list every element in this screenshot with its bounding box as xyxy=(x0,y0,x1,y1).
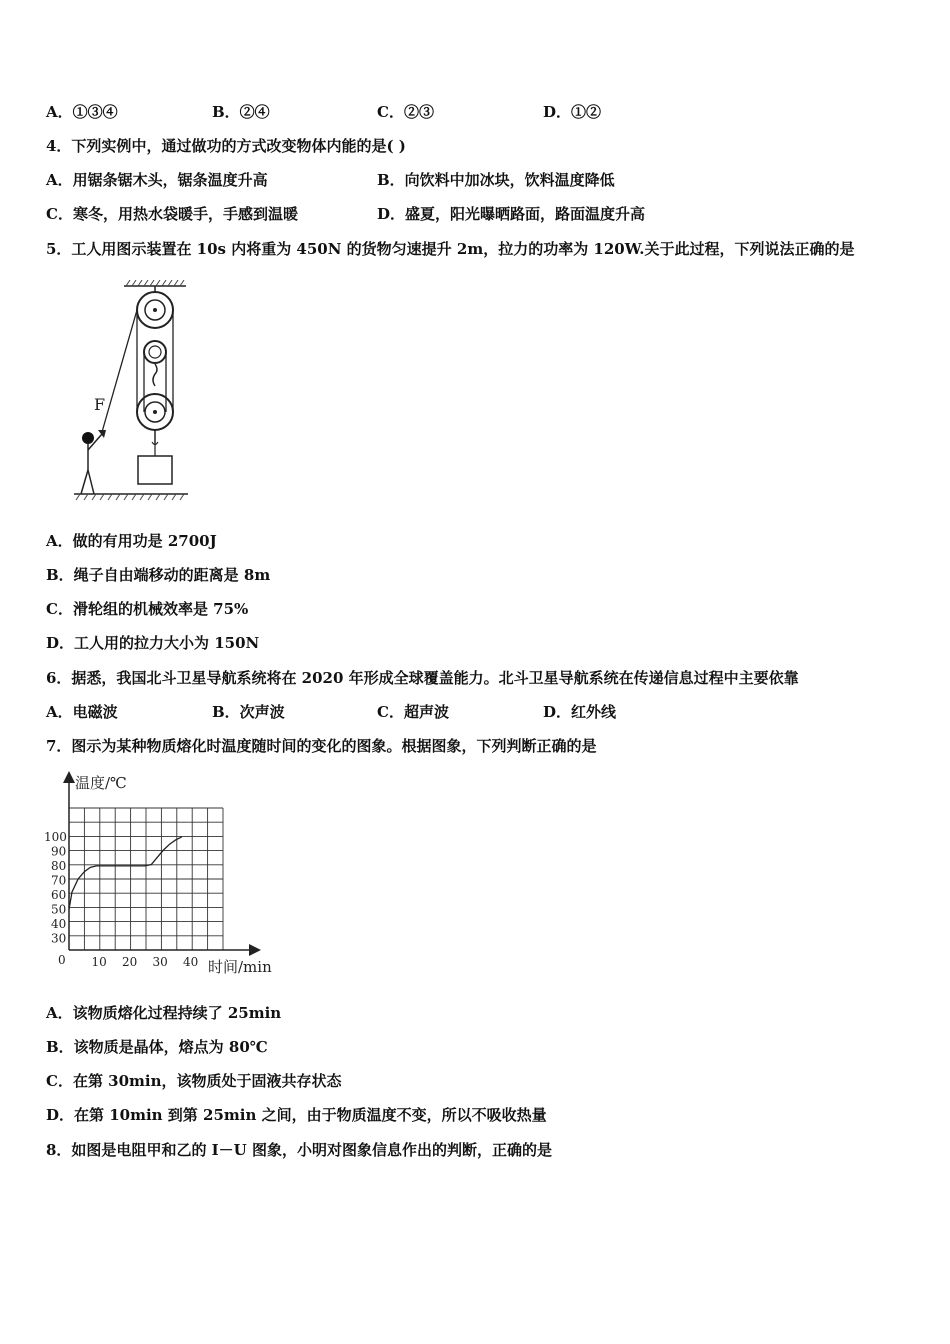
y-axis-label: 温度/℃ xyxy=(75,774,127,792)
q5-option-c: C．滑轮组的机械效率是 75% xyxy=(46,600,249,618)
q7-option-c: C．在第 30min，该物质处于固液共存状态 xyxy=(46,1072,342,1090)
series-curve xyxy=(69,837,182,910)
q3-option-c: C．②③ xyxy=(377,103,434,121)
y-tick-label: 30 xyxy=(51,931,67,946)
y-tick-label: 50 xyxy=(51,902,67,917)
q8-stem: 8．如图是电阻甲和乙的 I－U 图象，小明对图象信息作出的判断，正确的是 xyxy=(46,1141,552,1159)
q4-option-d: D．盛夏，阳光曝晒路面，路面温度升高 xyxy=(377,205,646,223)
q6-option-b: B．次声波 xyxy=(212,703,285,721)
y-tick-label: 40 xyxy=(51,916,67,931)
q7-option-d: D．在第 10min 到第 25min 之间，由于物质温度不变，所以不吸收热量 xyxy=(46,1106,547,1124)
q4-option-a: A．用锯条锯木头，锯条温度升高 xyxy=(46,171,268,189)
q3-option-b: B．②④ xyxy=(212,103,270,121)
q7-option-b: B．该物质是晶体，熔点为 80℃ xyxy=(46,1038,268,1056)
x-tick-label: 30 xyxy=(152,955,168,969)
y-tick-label: 60 xyxy=(51,887,67,902)
worker-head xyxy=(82,432,94,444)
q6-option-c: C．超声波 xyxy=(377,703,449,721)
q6-stem: 6．据悉，我国北斗卫星导航系统将在 2020 年形成全球覆盖能力。北斗卫星导航系统在传递信息过程中主要依靠 xyxy=(46,669,799,687)
q4-option-c: C．寒冬，用热水袋暖手，手感到温暖 xyxy=(46,205,298,223)
q7-option-a: A．该物质熔化过程持续了 25min xyxy=(46,1004,282,1022)
x-axis-label: 时间/min xyxy=(208,958,272,976)
q5-option-b: B．绳子自由端移动的距离是 8m xyxy=(46,566,271,584)
x-tick-label: 10 xyxy=(91,955,107,969)
y-tick-label: 70 xyxy=(51,873,67,888)
x-tick-label: 40 xyxy=(183,955,199,969)
force-label: F xyxy=(94,395,106,414)
cargo-box xyxy=(138,456,172,484)
x-tick-label: 20 xyxy=(122,955,138,969)
q6-option-d: D．红外线 xyxy=(543,703,617,721)
q6-option-a: A．电磁波 xyxy=(46,703,118,721)
q4-option-b: B．向饮料中加冰块，饮料温度降低 xyxy=(377,171,615,189)
pulley-figure xyxy=(68,280,198,510)
chart-grid xyxy=(69,808,223,950)
origin-label: 0 xyxy=(58,953,66,967)
q3-option-d: D．①② xyxy=(543,103,602,121)
q4-stem: 4．下列实例中，通过做功的方式改变物体内能的是( ) xyxy=(46,137,406,155)
temperature-chart xyxy=(40,768,290,983)
q3-option-a: A．①③④ xyxy=(46,103,118,121)
q5-stem: 5．工人用图示装置在 10s 内将重为 450N 的货物匀速提升 2m，拉力的功率为 120W.关于此过程，下列说法正确的是 xyxy=(46,240,855,258)
q7-stem: 7．图示为某种物质熔化时温度随时间的变化的图象。根据图象，下列判断正确的是 xyxy=(46,737,597,755)
y-tick-label: 90 xyxy=(51,844,67,859)
y-tick-label: 100 xyxy=(44,829,67,844)
q5-option-a: A．做的有用功是 2700J xyxy=(46,532,217,550)
q5-option-d: D．工人用的拉力大小为 150N xyxy=(46,634,260,652)
y-tick-label: 80 xyxy=(51,858,67,873)
